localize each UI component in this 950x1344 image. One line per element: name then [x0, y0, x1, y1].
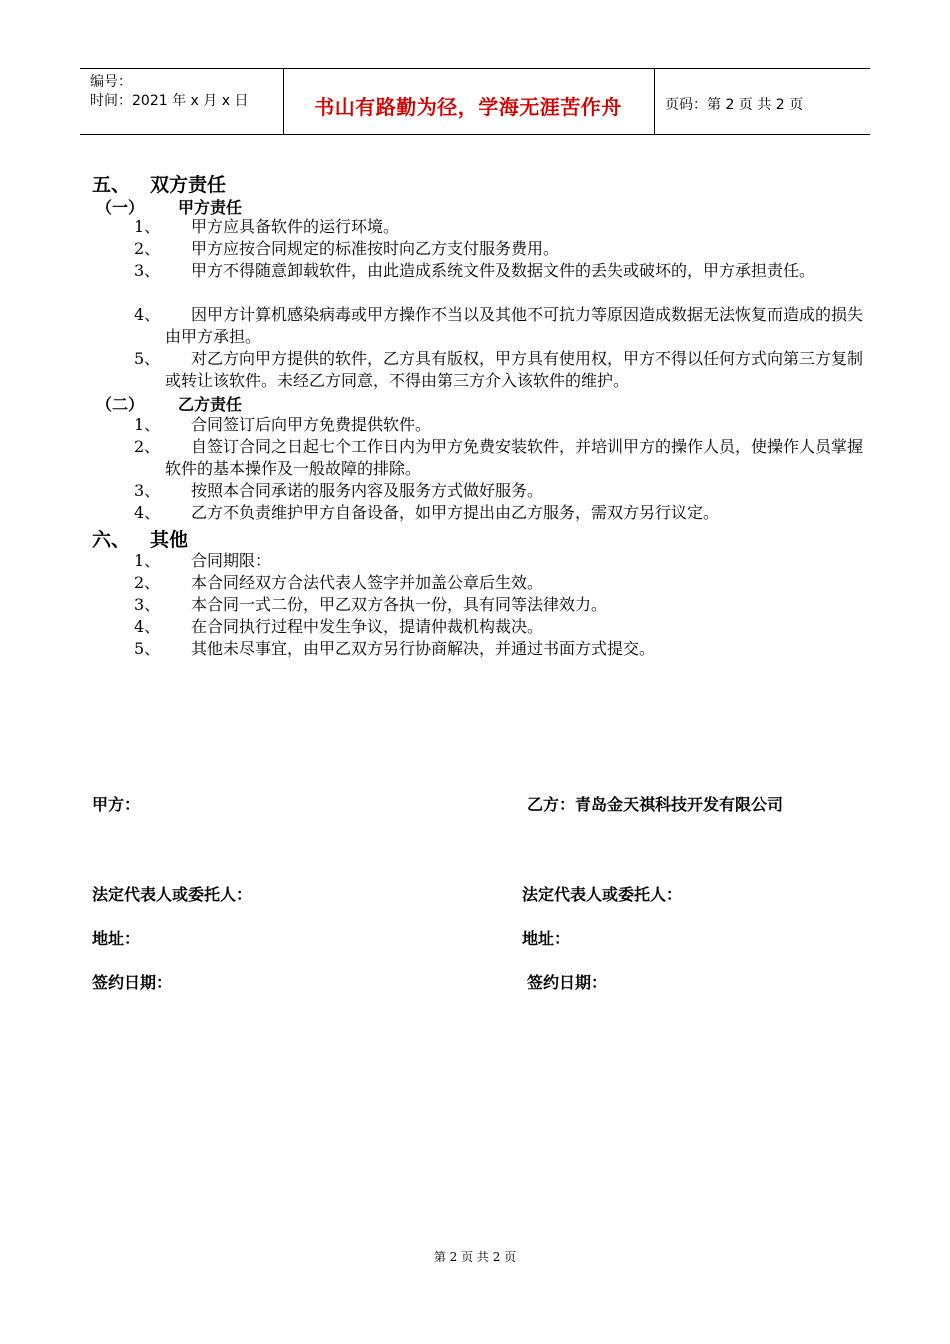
list-item — [134, 216, 874, 238]
page-header — [80, 68, 870, 135]
list-item — [134, 572, 874, 594]
list-item — [134, 480, 874, 502]
time-label: 时间：2021 年 x 月 x 日 — [90, 93, 249, 109]
header-motto: 书山有路勤为径，学海无涯苦作舟 — [314, 95, 622, 119]
item-number: 4、 — [134, 305, 161, 324]
party-b-representative-label: 法定代表人或委托人： — [522, 885, 683, 904]
item-number: 3、 — [134, 595, 161, 614]
subsection-party-a-heading — [96, 195, 243, 218]
item-text: 对乙方向甲方提供的软件，乙方具有版权，甲方具有使用权，甲方不得以任何方式向第三方复制或转让该软件。未经乙方同意，不得由第三方介入该软件的维护。 — [165, 349, 864, 390]
item-number: 4、 — [134, 503, 161, 522]
item-text: 其他未尽事宜，由甲乙双方另行协商解决，并通过书面方式提交。 — [191, 639, 656, 658]
party-b-address-label: 地址： — [522, 929, 571, 948]
item-text: 按照本合同承诺的服务内容及服务方式做好服务。 — [191, 481, 544, 500]
list-item — [134, 616, 874, 638]
item-number: 1、 — [134, 217, 161, 236]
party-a-label: 甲方： — [92, 795, 141, 814]
item-text: 本合同经双方合法代表人签字并加盖公章后生效。 — [191, 573, 544, 592]
section-5-title: 双方责任 — [150, 174, 227, 196]
list-item — [134, 414, 874, 436]
header-page-number: 页码：第 2 页 共 2 页 — [665, 97, 804, 113]
header-divider — [654, 69, 655, 134]
item-text: 本合同一式二份，甲乙双方各执一份，具有同等法律效力。 — [191, 595, 608, 614]
item-number: 1、 — [134, 551, 161, 570]
party-a-representative-label: 法定代表人或委托人： — [92, 885, 253, 904]
item-text: 自签订合同之日起七个工作日内为甲方免费安装软件，并培训甲方的操作人员，使操作人员掌握软件的基本操作及一般故障的排除。 — [165, 437, 864, 478]
item-text: 甲方应按合同规定的标准按时向乙方支付服务费用。 — [191, 239, 560, 258]
item-number: 5、 — [134, 349, 161, 368]
subsection-label: （一） — [96, 198, 145, 217]
section-6-heading — [92, 525, 188, 552]
item-number: 2、 — [134, 437, 161, 456]
party-a-address-label: 地址： — [92, 929, 141, 948]
party-b-date-label: 签约日期： — [527, 973, 608, 992]
number-label: 编号： — [90, 74, 132, 90]
item-text: 因甲方计算机感染病毒或甲方操作不当以及其他不可抗力等原因造成数据无法恢复而造成的损失由甲方承担。 — [165, 305, 864, 346]
list-item — [134, 550, 874, 572]
item-number: 2、 — [134, 239, 161, 258]
list-item — [134, 638, 874, 660]
list-item — [134, 594, 874, 616]
list-item — [134, 348, 874, 392]
item-text: 甲方应具备软件的运行环境。 — [191, 217, 400, 236]
list-item — [134, 502, 874, 524]
item-number: 5、 — [134, 639, 161, 658]
item-text: 合同期限： — [191, 551, 272, 570]
party-a-date-label: 签约日期： — [92, 973, 173, 992]
header-meta — [90, 73, 248, 111]
party-b-label: 乙方：青岛金天祺科技开发有限公司 — [527, 795, 784, 814]
item-text: 在合同执行过程中发生争议，提请仲裁机构裁决。 — [191, 617, 544, 636]
list-item — [134, 260, 874, 282]
subsection-party-b-heading — [96, 392, 243, 415]
item-number: 3、 — [134, 481, 161, 500]
item-number: 1、 — [134, 415, 161, 434]
section-5-heading — [92, 170, 226, 197]
item-number: 4、 — [134, 617, 161, 636]
subsection-title: 乙方责任 — [178, 395, 243, 414]
item-number: 2、 — [134, 573, 161, 592]
list-item — [134, 238, 874, 260]
list-item — [134, 436, 874, 480]
section-6-title: 其他 — [150, 529, 189, 551]
section-5-number: 五、 — [92, 174, 131, 196]
item-text: 甲方不得随意卸载软件，由此造成系统文件及数据文件的丢失或破坏的，甲方承担责任。 — [191, 261, 816, 280]
subsection-title: 甲方责任 — [178, 198, 243, 217]
item-text: 乙方不负责维护甲方自备设备，如甲方提出由乙方服务，需双方另行议定。 — [191, 503, 720, 522]
section-6-number: 六、 — [92, 529, 131, 551]
subsection-label: （二） — [96, 395, 145, 414]
item-text: 合同签订后向甲方免费提供软件。 — [191, 415, 432, 434]
item-number: 3、 — [134, 261, 161, 280]
page-footer: 第 2 页 共 2 页 — [433, 1250, 517, 1264]
list-item — [134, 304, 874, 348]
